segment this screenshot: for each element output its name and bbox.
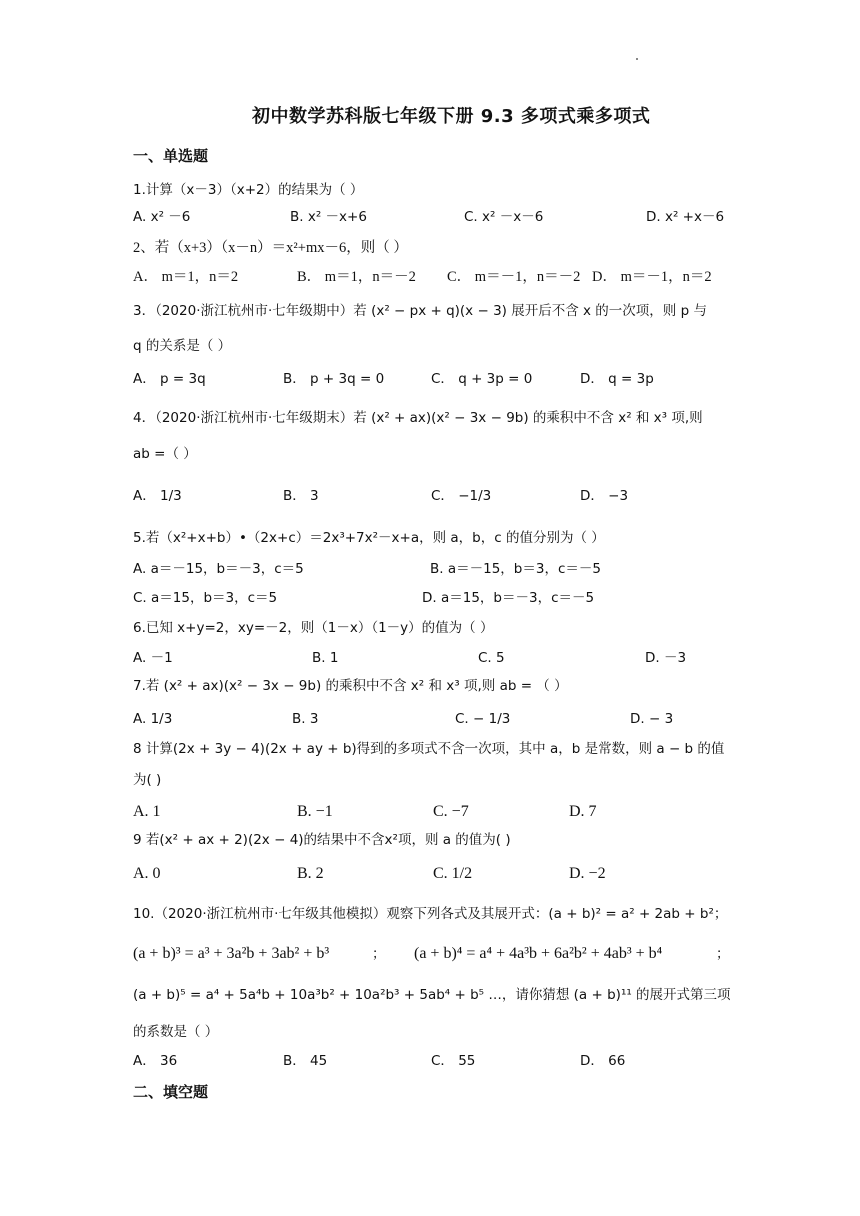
q10-expansion-cube: (a + b)³ = a³ + 3a²b + 3ab² + b³ <box>133 945 330 962</box>
q5-option-d: D. a＝15，b＝－3，c＝－5 <box>422 590 595 606</box>
q1-option-b: B. x² －x+6 <box>290 209 367 225</box>
q2-stem: 2、若（x+3）（x－n）＝x²+mx－6，则（ ） <box>133 240 408 256</box>
q1-option-c: C. x² －x－6 <box>464 209 544 225</box>
q2-option-d: D． m＝－1，n＝2 <box>592 269 712 285</box>
q10-option-c: C． 55 <box>431 1053 476 1069</box>
q9-option-b: B. 2 <box>297 865 324 882</box>
q8-option-c: C. −7 <box>433 803 469 820</box>
q3-stem-line1: 3．（2020·浙江杭州市·七年级期中）若 (x² − px + q)(x − 3) 展开后不含 x 的一次项，则 p 与 <box>133 303 707 319</box>
q7-option-b: B. 3 <box>292 711 319 727</box>
q8-stem-line2: 为( ) <box>133 772 162 788</box>
q7-option-d: D. − 3 <box>630 711 674 727</box>
q3-option-b: B． p + 3q = 0 <box>283 371 385 387</box>
q7-option-a: A. 1/3 <box>133 711 173 727</box>
q5-option-c: C. a＝15，b＝3，c＝5 <box>133 590 278 606</box>
q7-stem: 7.若 (x² + ax)(x² − 3x − 9b) 的乘积中不含 x² 和 x³ 项,则 ab = （ ） <box>133 678 568 694</box>
q9-stem: 9 若(x² + ax + 2)(2x − 4)的结果中不含x²项，则 a 的值为( ) <box>133 832 511 848</box>
q8-option-b: B. −1 <box>297 803 333 820</box>
q5-option-a: A. a＝－15，b＝－3，c＝5 <box>133 561 304 577</box>
q8-option-a: A. 1 <box>133 803 161 820</box>
q10-separator-1: ； <box>372 946 386 962</box>
q10-option-b: B． 45 <box>283 1053 328 1069</box>
q4-option-c: C． −1/3 <box>431 488 492 504</box>
q5-option-b: B. a＝－15，b＝3，c＝－5 <box>430 561 601 577</box>
section-heading-single-choice: 一、单选题 <box>133 147 209 165</box>
q4-option-a: A． 1/3 <box>133 488 182 504</box>
q5-stem: 5.若（x²+x+b）•（2x+c）＝2x³+7x²－x+a，则 a，b，c 的值分别为（ ） <box>133 530 605 546</box>
q3-option-a: A． p = 3q <box>133 371 206 387</box>
q8-stem-line1: 8 计算(2x + 3y − 4)(2x + ay + b)得到的多项式不含一次项，其中 a，b 是常数，则 a − b 的值 <box>133 741 725 757</box>
q1-option-d: D. x² +x－6 <box>646 209 725 225</box>
q6-stem: 6.已知 x+y=2，xy=－2，则（1－x）（1－y）的值为（ ） <box>133 620 494 636</box>
q8-option-d: D. 7 <box>569 803 597 820</box>
q6-option-c: C. 5 <box>478 650 505 666</box>
q9-option-a: A. 0 <box>133 865 161 882</box>
q1-stem: 1.计算（x－3）（x+2）的结果为（ ） <box>133 182 364 198</box>
q2-option-c: C． m＝－1，n＝－2 <box>447 269 581 285</box>
q3-option-c: C． q + 3p = 0 <box>431 371 533 387</box>
q4-option-b: B． 3 <box>283 488 319 504</box>
q9-option-c: C. 1/2 <box>433 865 473 882</box>
q6-option-a: A. －1 <box>133 650 173 666</box>
q10-expansion-fourth: (a + b)⁴ = a⁴ + 4a³b + 6a²b² + 4ab³ + b⁴ <box>414 945 663 962</box>
page-mark <box>636 58 638 60</box>
q6-option-d: D. －3 <box>645 650 687 666</box>
q10-stem-line4: 的系数是（ ） <box>133 1024 219 1040</box>
q4-stem-line2: ab =（ ） <box>133 446 197 462</box>
q6-option-b: B. 1 <box>312 650 339 666</box>
q9-option-d: D. −2 <box>569 865 606 882</box>
q3-option-d: D． q = 3p <box>580 371 654 387</box>
q3-stem-line2: q 的关系是（ ） <box>133 338 232 354</box>
q10-option-a: A． 36 <box>133 1053 178 1069</box>
section-heading-fill-in: 二、填空题 <box>133 1083 209 1101</box>
q10-stem-line3: (a + b)⁵ = a⁴ + 5a⁴b + 10a³b² + 10a²b³ + 5ab⁴ + b⁵ …，请你猜想 (a + b)¹¹ 的展开式第三项 <box>133 987 731 1003</box>
q2-option-a: A． m＝1，n＝2 <box>133 269 239 285</box>
q10-option-d: D． 66 <box>580 1053 626 1069</box>
q4-option-d: D． −3 <box>580 488 629 504</box>
q7-option-c: C. − 1/3 <box>455 711 511 727</box>
q2-option-b: B． m＝1，n＝－2 <box>297 269 416 285</box>
page-title: 初中数学苏科版七年级下册 9.3 多项式乘多项式 <box>252 106 651 127</box>
q10-stem-line1: 10.（2020·浙江杭州市·七年级其他模拟）观察下列各式及其展开式：(a + b)² = a² + 2ab + b²； <box>133 906 728 922</box>
q4-stem-line1: 4．（2020·浙江杭州市·七年级期末）若 (x² + ax)(x² − 3x − 9b) 的乘积中不含 x² 和 x³ 项,则 <box>133 410 703 426</box>
q10-separator-2: ； <box>716 946 730 962</box>
q1-option-a: A. x² －6 <box>133 209 191 225</box>
